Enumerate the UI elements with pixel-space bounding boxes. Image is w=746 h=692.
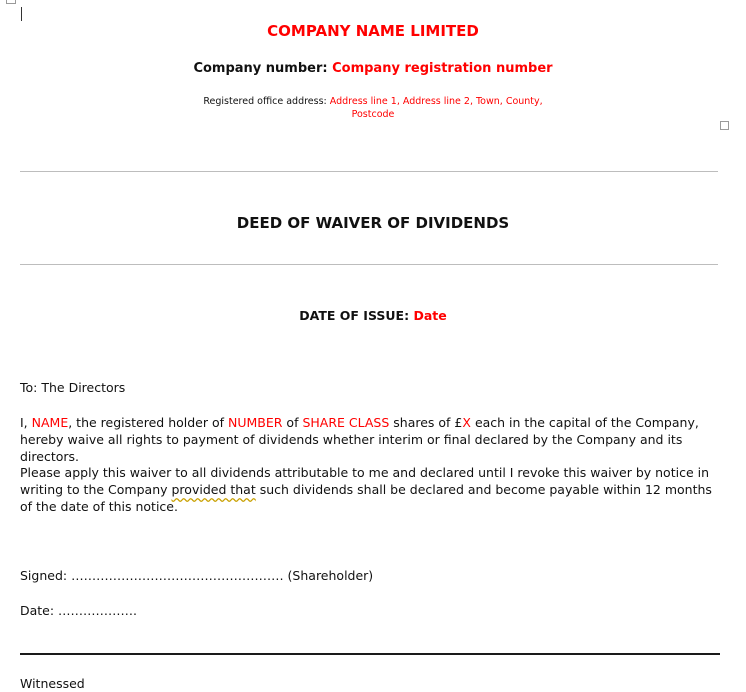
signature-divider — [20, 653, 720, 655]
signed-line: Signed: …………………………………………… (Shareholder) — [20, 568, 374, 583]
deed-title: DEED OF WAIVER OF DIVIDENDS — [236, 214, 510, 232]
page-corner-marker — [6, 0, 16, 4]
date-line: Date: ………………. — [20, 603, 138, 618]
spellcheck-phrase[interactable]: provided that — [171, 482, 256, 497]
company-number-line — [0, 61, 746, 76]
waiver-paragraph — [20, 414, 720, 465]
company-number-value: Company registration number — [332, 61, 553, 76]
share-value: X — [462, 415, 471, 430]
company-number-label: Company number: — [193, 61, 328, 76]
apply-waiver-paragraph — [20, 464, 720, 515]
date-of-issue-label: DATE OF ISSUE: — [299, 308, 410, 323]
text-run: , the registered holder of — [68, 415, 228, 430]
text-run: I, — [20, 415, 32, 430]
addressee-line: To: The Directors — [20, 380, 126, 395]
text-cursor — [21, 7, 22, 21]
share-number: NUMBER — [228, 415, 283, 430]
office-value-line-1: Address line 1, Address line 2, Town, County, — [329, 96, 543, 107]
witnessed-label: Witnessed — [20, 676, 85, 691]
registered-office-address — [150, 95, 596, 121]
divider-top — [20, 171, 718, 172]
text-run: shares of £ — [389, 415, 463, 430]
margin-anchor-box[interactable] — [720, 121, 729, 130]
date-of-issue-value: Date — [413, 308, 447, 323]
company-name: COMPANY NAME LIMITED — [267, 22, 479, 40]
text-run: Please apply this waiver to all dividends attributable to me and declared until I revoke this waiver by notice in writing to the Company — [20, 465, 710, 497]
text-run: each in the capital of the Company, hereby waive all rights to payment of dividends whether interim or final declared by the Company and its directors. — [20, 415, 699, 464]
share-class: SHARE CLASS — [302, 415, 390, 430]
date-of-issue — [0, 308, 746, 323]
office-label: Registered office address: — [203, 96, 327, 107]
holder-name: NAME — [31, 415, 69, 430]
text-run: such dividends shall be declared and become payable within 12 months of the date of this notice. — [20, 482, 712, 514]
divider-bottom — [20, 264, 718, 265]
text-run: of — [282, 415, 303, 430]
office-value-line-2: Postcode — [351, 109, 395, 120]
